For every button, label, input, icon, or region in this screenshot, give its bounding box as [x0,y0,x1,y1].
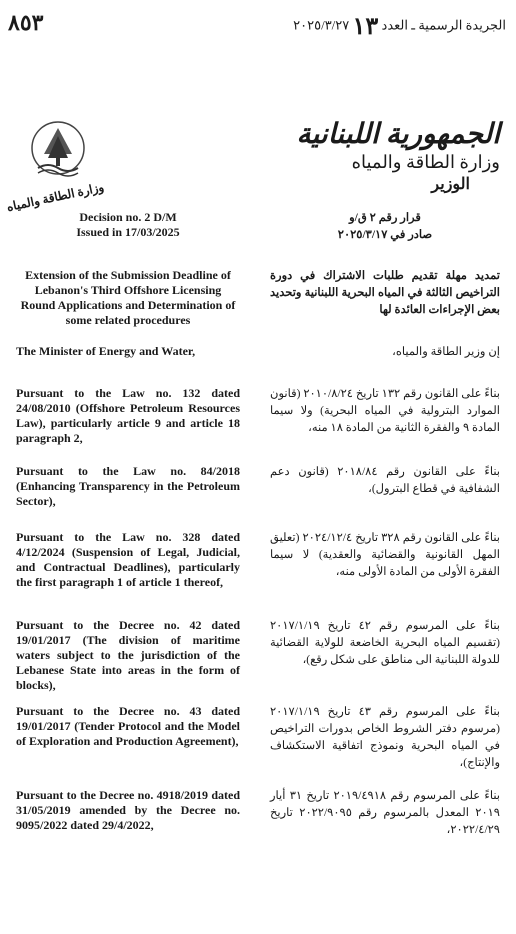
clause-ar: بناءً على القانون رقم ٣٢٨ تاريخ ٢٠٢٤/١٢/٤ (تعليق المهل القانونية والقضائية والعقدية) لا سيما الفقرة الأولى من المادة الأولى منه، [270,532,500,578]
minister-line-ar: إن وزير الطاقة والمياه، [392,346,500,358]
ministry-logo [18,110,98,190]
clause-ar: بناءً على المرسوم رقم ٢٠١٩/٤٩١٨ تاريخ ٣١ أيار ٢٠١٩ المعدل بالمرسوم رقم ٢٠٢٢/٩٠٩٥ تاريخ ٢٠٢٢/٤/٢٩، [270,790,500,836]
gazette-issue-date: ٢٠٢٥/٣/٢٧ [293,17,350,33]
clause-ar: بناءً على المرسوم رقم ٤٣ تاريخ ٢٠١٧/١/١٩ (مرسوم دفتر الشروط الخاص بدورات التراخيص في المياه البحرية ونموذج اتفاقية الاستكشاف والإنتاج)، [270,706,500,769]
clause-ar: بناءً على القانون رقم ٢٠١٨/٨٤ (قانون دعم الشفافية في قطاع البترول)، [270,466,500,495]
clause-en: Pursuant to the Decree no. 42 dated 19/01/2017 (The division of maritime waters subject to the jurisdiction of the Lebanese State into areas in the form of blocks), [16,618,240,692]
decision-en [16,210,240,240]
decision-issued-en: Issued in 17/03/2025 [76,225,180,239]
gazette-header [293,12,506,41]
decision-number-en: Decision no. 2 D/M [79,210,177,224]
clause-en: Pursuant to the Decree no. 4918/2019 dated 31/05/2019 amended by the Decree no. 9095/2022 dated 29/4/2022, [16,788,240,832]
logo-caption: وزارة الطاقة والمياه [5,179,106,215]
letterhead [296,120,500,194]
minister-line-en: The Minister of Energy and Water, [16,344,196,358]
decision-issued-ar: صادر في ٢٠٢٥/٣/١٧ [337,229,433,241]
clause-ar: بناءً على القانون رقم ١٣٢ تاريخ ٢٠١٠/٨/٢٤ (قانون الموارد البترولية في المياه البحرية) ولا سيما المادة ٩ والفقرة الثانية من المادة ١٨ منه، [270,388,500,434]
clause-ar: بناءً على المرسوم رقم ٤٢ تاريخ ٢٠١٧/١/١٩ (تقسيم المياه البحرية الخاضعة للولاية القضائية للدولة اللبنانية الى مناطق على شكل رقع)، [270,620,500,666]
clause-en: Pursuant to the Law no. 328 dated 4/12/2024 (Suspension of Legal, Judicial, and Contractual Deadlines), particularly the first paragraph 1 of article 1 thereof, [16,530,240,589]
clause-en: Pursuant to the Law no. 84/2018 (Enhancing Transparency in the Petroleum Sector), [16,464,240,508]
gazette-issue-label: الجريدة الرسمية ـ العدد [381,17,506,33]
decision-ar [270,210,500,244]
republic-title: الجمهورية اللبنانية [296,119,500,150]
clause-en: Pursuant to the Law no. 132 dated 24/08/2010 (Offshore Petroleum Resources Law), particularly article 9 and article 18 paragraph 2, [16,386,240,445]
gazette-issue-number: ١٣ [352,14,379,40]
minister-title: الوزير [431,176,470,194]
page-number: ٨٥٣ [8,10,44,35]
decision-number-ar: قرار رقم ٢ ق/و [349,212,421,224]
clause-en: Pursuant to the Decree no. 43 dated 19/01/2017 (Tender Protocol and the Model of Exploration and Production Agreement), [16,704,240,748]
ministry-title: وزارة الطاقة والمياه [351,151,500,172]
title-en: Extension of the Submission Deadline of Lebanon's Third Offshore Licensing Round Applications and Determination of some related procedures [20,268,236,327]
title-ar: تمديد مهلة تقديم طلبات الاشتراك في دورة التراخيص الثالثة في المياه البحرية اللبنانية وتحديد بعض الإجراءات العائدة لها [270,270,500,316]
